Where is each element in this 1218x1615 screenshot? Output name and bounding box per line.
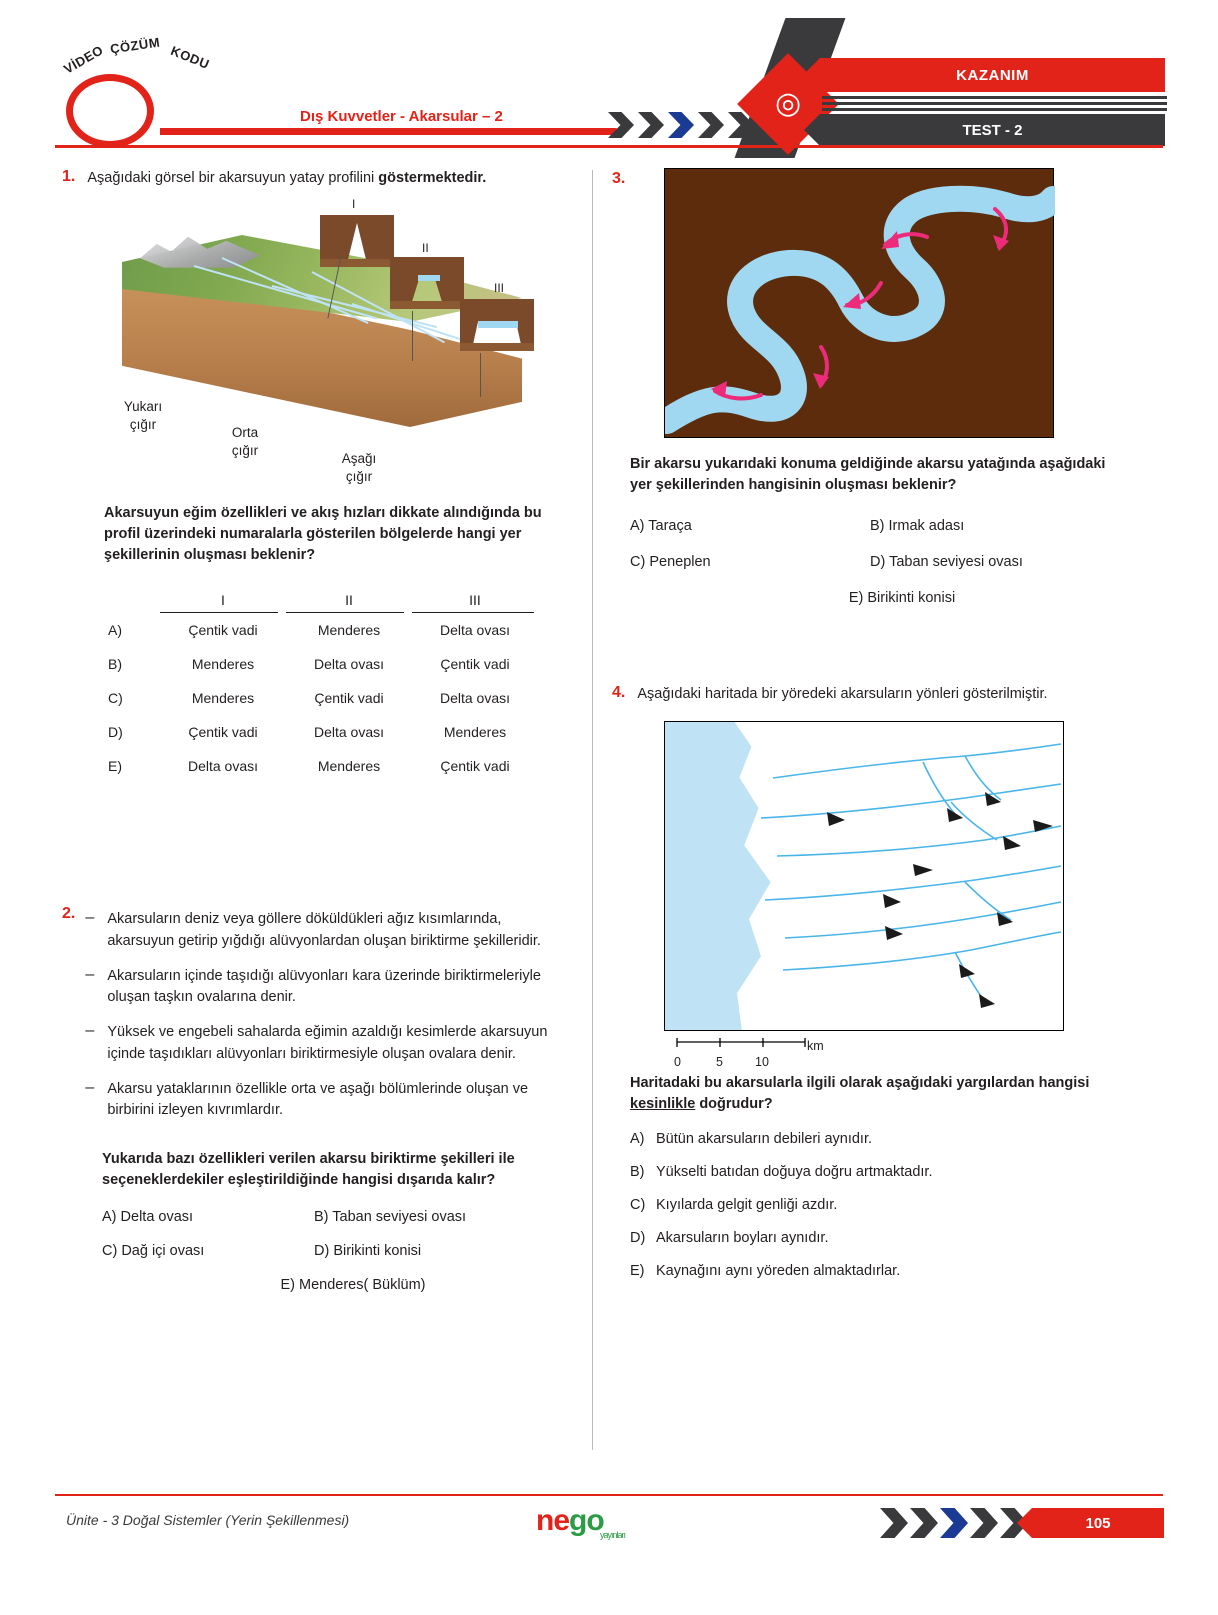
- option-b[interactable]: [630, 1164, 1164, 1180]
- question-1: [62, 168, 574, 783]
- row-cell: Çentik vadi: [440, 758, 510, 775]
- question-4-prompt-underline: kesinlikle: [630, 1096, 696, 1113]
- option-c-text: Kıyılarda gelgit genliği azdır.: [656, 1197, 838, 1214]
- leader-line: [480, 353, 481, 397]
- option-c[interactable]: C) Dağ içi ovası: [102, 1243, 205, 1260]
- row-cell: Çentik vadi: [188, 724, 258, 741]
- question-4-prompt: [630, 1073, 1140, 1115]
- header-bottom-rule: [55, 145, 1163, 148]
- row-cell: Çentik vadi: [440, 656, 510, 673]
- row-label: E): [108, 758, 122, 775]
- option-d[interactable]: D) Taban seviyesi ovası: [870, 554, 1023, 571]
- list-item-text: Akarsu yataklarının özellikle orta ve aşağı bölümlerinde oluşan ve birbirini izleyen kıvrımlardır.: [107, 1080, 529, 1119]
- inset-profile-3: [460, 299, 534, 351]
- row-cell: Çentik vadi: [314, 690, 384, 707]
- question-1-stem: Aşağıdaki görsel bir akarsuyun yatay profilini: [87, 170, 379, 186]
- inset-label-1: I: [352, 197, 356, 212]
- row-cell: Menderes: [191, 690, 255, 707]
- footer-rule: [55, 1494, 1163, 1496]
- chapter-title-bar: [160, 108, 630, 136]
- question-2-number: 2.: [62, 905, 76, 923]
- brand-subtext: yayınları: [600, 1530, 626, 1540]
- page-number-badge: [1032, 1508, 1164, 1538]
- option-d[interactable]: D) Birikinti konisi: [314, 1243, 422, 1260]
- scale-unit: km: [807, 1039, 824, 1054]
- question-3-number: 3.: [612, 170, 626, 187]
- question-4-map: [664, 721, 1064, 1070]
- option-e[interactable]: [630, 1263, 1164, 1279]
- flow-arrows: [665, 169, 1055, 439]
- row-cell: Menderes: [443, 724, 507, 741]
- chevron-icon: [880, 1508, 908, 1538]
- question-3: [612, 168, 1164, 606]
- page-header: [0, 0, 1218, 160]
- question-4-prompt-part2: doğrudur?: [695, 1096, 773, 1113]
- question-4-stem: Aşağıdaki haritada bir yöredeki akarsuların yönleri gösterilmiştir.: [637, 686, 1048, 703]
- scale-tick-1: 5: [716, 1055, 723, 1070]
- map-scale: [675, 1038, 825, 1071]
- chevron-icon: [940, 1508, 968, 1538]
- brand-part-1: ne: [536, 1504, 570, 1537]
- list-item-text: Akarsuların içinde taşıdığı alüvyonları kara üzerinde biriktirmeleriyle oluşan taşkın ovalarına denir.: [107, 967, 541, 1006]
- table-row[interactable]: [108, 749, 538, 783]
- question-4-prompt-part1: Haritadaki bu akarsularla ilgili olarak aşağıdaki yargılardan hangisi: [630, 1075, 1090, 1092]
- logo-text: [58, 34, 212, 98]
- question-2-prompt: Yukarıda bazı özellikleri verilen akarsu biriktirme şekilleri ile seçeneklerdekiler eşleştirildiğinde hangisi dışarıda kalır?: [102, 1151, 515, 1189]
- chapter-title: Dış Kuvvetler - Akarsular – 2: [300, 108, 503, 125]
- column-divider: [592, 170, 593, 1450]
- left-column: [62, 168, 574, 1293]
- logo-word-1: VİDEO: [61, 42, 106, 77]
- answer-table-rules: [108, 612, 538, 613]
- header-stripes: [822, 96, 1167, 110]
- river-network-svg: [665, 722, 1063, 1030]
- option-e[interactable]: E) Menderes( Büklüm): [280, 1277, 426, 1294]
- option-b-text: Yükselti batıdan doğuya doğru artmaktadır.: [656, 1164, 933, 1181]
- test-banner: [820, 114, 1165, 146]
- row-cell: Menderes: [317, 622, 381, 639]
- question-4-options: [630, 1131, 1164, 1279]
- question-4-number: 4.: [612, 684, 626, 702]
- title-red-rule: [160, 128, 615, 135]
- answer-col-header-1: I: [221, 592, 225, 609]
- footer-chevrons: [880, 1508, 1030, 1538]
- kazanim-label: KAZANIM: [956, 66, 1029, 84]
- option-e[interactable]: E) Birikinti konisi: [848, 590, 956, 607]
- table-row[interactable]: [108, 715, 538, 749]
- inset-water: [478, 321, 518, 328]
- option-c[interactable]: [630, 1197, 1164, 1213]
- question-1-prompt: Akarsuyun eğim özellikleri ve akış hızları dikkate alındığında bu profil üzerindeki numaralarla gösterilen bölgelerde hangi yer şekillerinin oluşması beklenir?: [104, 505, 542, 564]
- row-label: B): [108, 656, 122, 673]
- dash-icon: –: [85, 1078, 95, 1096]
- option-b[interactable]: B) Irmak adası: [870, 518, 965, 535]
- inset-label-2: II: [422, 241, 429, 256]
- question-2: [62, 905, 574, 1293]
- table-row[interactable]: [108, 681, 538, 715]
- chevron-icon: [910, 1508, 938, 1538]
- option-b[interactable]: B) Taban seviyesi ovası: [314, 1209, 467, 1226]
- option-d-text: Akarsuların boyları aynıdır.: [656, 1230, 829, 1247]
- option-b-label: B): [630, 1164, 645, 1181]
- row-cell: Delta ovası: [313, 656, 385, 673]
- chevron-icon: [698, 112, 724, 138]
- row-label: C): [108, 690, 123, 707]
- option-e-text: Kaynağını aynı yöreden almaktadırlar.: [656, 1263, 901, 1280]
- question-1-number: 1.: [62, 168, 76, 185]
- question-1-answer-table: [108, 592, 538, 783]
- dash-icon: –: [85, 1022, 95, 1040]
- footer-unit-text: Ünite - 3 Doğal Sistemler (Yerin Şekillenmesi): [66, 1512, 350, 1528]
- label-orta-1: Orta: [231, 425, 259, 441]
- question-3-options: [630, 518, 1164, 606]
- option-c[interactable]: C) Peneplen: [630, 554, 711, 571]
- scale-tick-0: 0: [674, 1055, 681, 1070]
- question-1-figure: [102, 199, 562, 489]
- option-a-label: A): [630, 1131, 645, 1148]
- answer-table-header: [108, 592, 538, 608]
- question-1-stem-bold: göstermektedir.: [378, 170, 487, 186]
- list-item-text: Yüksek ve engebeli sahalarda eğimin azaldığı kesimlerde akarsuyun içinde taşıdıkları alüvyonları biriktirmesiyle oluşan ovalara denir.: [107, 1024, 548, 1062]
- table-row[interactable]: [108, 647, 538, 681]
- answer-col-header-2: II: [345, 592, 353, 609]
- option-d[interactable]: [630, 1230, 1164, 1246]
- inset-profile-1: [320, 215, 394, 267]
- option-a-text: Bütün akarsuların debileri aynıdır.: [656, 1131, 873, 1148]
- brand-part-2: go: [569, 1504, 604, 1537]
- row-cell: Delta ovası: [439, 622, 511, 639]
- question-3-prompt: Bir akarsu yukarıdaki konuma geldiğinde akarsu yatağında aşağıdaki yer şekillerinden hangisinin oluşması beklenir?: [630, 456, 1106, 494]
- list-item: [85, 966, 557, 1010]
- dash-icon: –: [85, 965, 95, 983]
- logo-word-2: ÇÖZÜM: [109, 34, 161, 57]
- option-e-label: E): [630, 1263, 645, 1280]
- inset-label-3: III: [494, 281, 505, 296]
- row-cell: Menderes: [317, 758, 381, 775]
- row-cell: Delta ovası: [439, 690, 511, 707]
- leader-line: [412, 311, 413, 361]
- question-2-options: [102, 1209, 574, 1293]
- chevron-icon: [668, 112, 694, 138]
- list-item: [85, 909, 557, 953]
- row-cell: Menderes: [191, 656, 255, 673]
- logo-word-3: KODU: [168, 43, 212, 72]
- page-number: 105: [1085, 1514, 1111, 1532]
- question-3-figure: [664, 168, 1054, 438]
- label-asagi-2: çığır: [345, 469, 373, 485]
- label-orta-2: çığır: [231, 443, 259, 459]
- question-4: [612, 684, 1164, 1279]
- label-yukari-1: Yukarı: [123, 399, 163, 415]
- dash-icon: –: [85, 909, 95, 927]
- label-asagi-1: Aşağı: [341, 451, 377, 467]
- inset-water: [418, 275, 440, 281]
- kazanim-banner: [820, 58, 1165, 92]
- right-column: [612, 168, 1164, 1296]
- target-icon: ◎: [774, 87, 802, 120]
- question-2-bullets: [85, 909, 557, 1135]
- chevron-icon: [970, 1508, 998, 1538]
- row-cell: Çentik vadi: [188, 622, 258, 639]
- row-cell: Delta ovası: [187, 758, 259, 775]
- option-d-label: D): [630, 1230, 646, 1247]
- chevron-icon: [638, 112, 664, 138]
- inset-profile-2: [390, 257, 464, 309]
- option-c-label: C): [630, 1197, 646, 1214]
- row-label: D): [108, 724, 123, 741]
- row-cell: Delta ovası: [313, 724, 385, 741]
- option-a[interactable]: [630, 1131, 1164, 1147]
- answer-col-header-3: III: [469, 592, 481, 609]
- label-yukari-2: çığır: [129, 417, 157, 433]
- scale-bar-icon: [675, 1038, 825, 1052]
- page-footer: [0, 1494, 1218, 1574]
- list-item-text: Akarsuların deniz veya göllere döküldükleri ağız kısımlarında, akarsuyun getirip yığdığı alüvyonlardan oluşan biriktirme şekilleridir.: [107, 911, 541, 949]
- test-label: TEST - 2: [962, 121, 1023, 139]
- scale-tick-2: 10: [755, 1055, 769, 1070]
- option-a[interactable]: A) Delta ovası: [102, 1209, 194, 1226]
- list-item: [85, 1079, 557, 1123]
- option-a[interactable]: A) Taraça: [630, 518, 692, 535]
- table-row[interactable]: [108, 613, 538, 647]
- list-item: [85, 1022, 557, 1066]
- row-label: A): [108, 622, 122, 639]
- publisher-logo: [536, 1504, 626, 1540]
